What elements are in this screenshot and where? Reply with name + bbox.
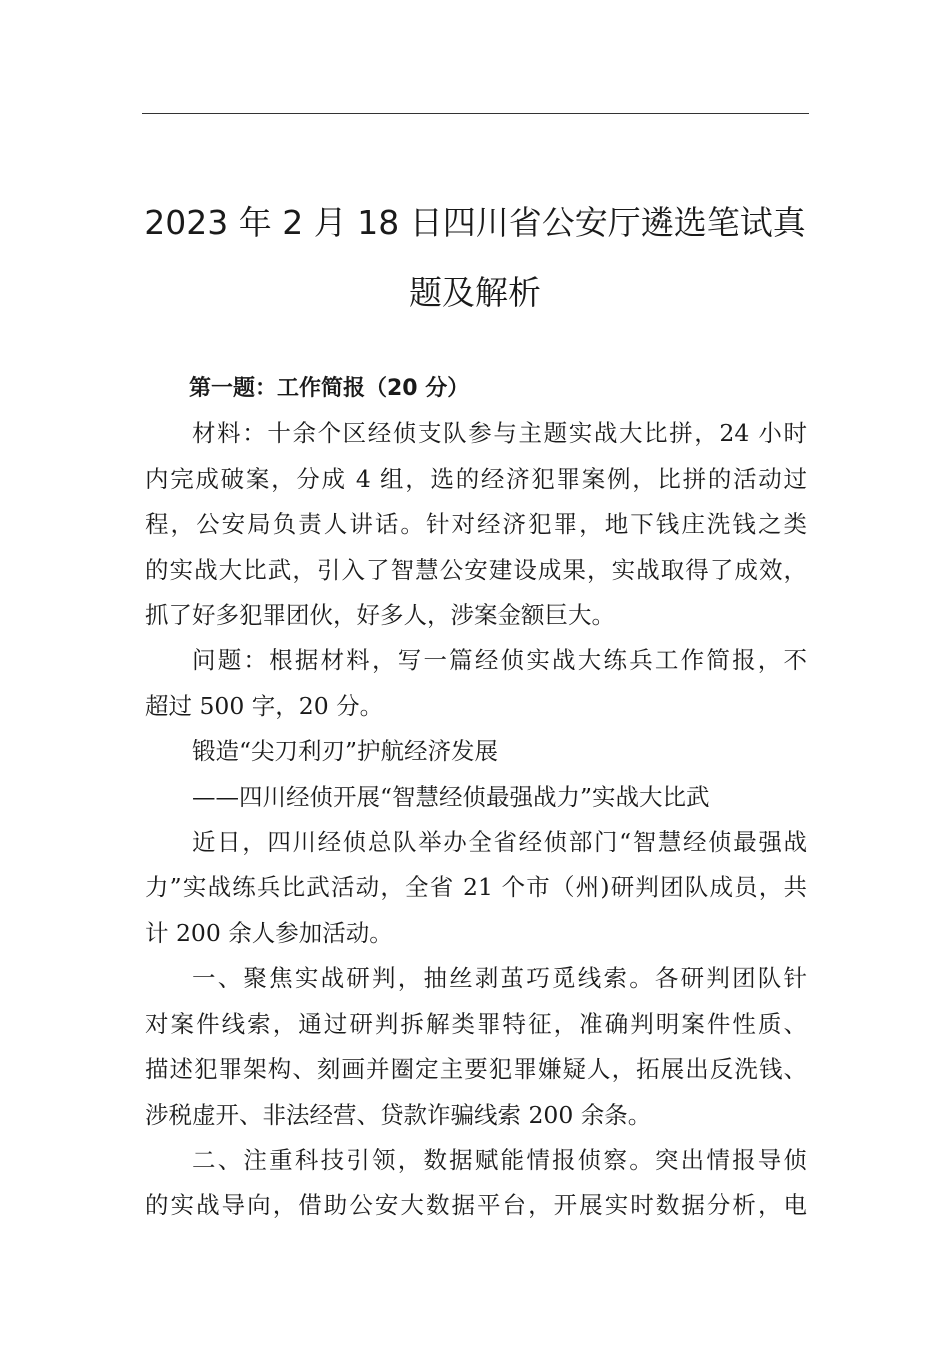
text-line: 材料：十余个区经侦支队参与主题实战大比拼，24 小时 [192, 419, 807, 448]
text-line: 问题：根据材料，写一篇经侦实战大练兵工作简报，不 [192, 646, 807, 675]
answer-title: 锻造“尖刀利刃”护航经济发展 [192, 737, 499, 766]
point-one-paragraph [145, 956, 807, 1138]
title-line: 2023 年 2 月 18 日四川省公安厅遴选笔试真 [144, 203, 806, 242]
text-line: 的实战大比武，引入了智慧公安建设成果，实战取得了成效， [145, 555, 807, 584]
question-paragraph [145, 638, 807, 729]
header-rule [142, 113, 809, 114]
text-line: 对案件线索，通过研判拆解类罪特征，准确判明案件性质、 [145, 1009, 807, 1038]
text-line: 的实战导向，借助公安大数据平台，开展实时数据分析，电 [145, 1191, 807, 1220]
text-line: 涉税虚开、非法经营、贷款诈骗线索 200 余条。 [145, 1100, 652, 1129]
document-title [140, 188, 810, 328]
text-line: 超过 500 字，20 分。 [145, 691, 384, 720]
text-line: 程，公安局负责人讲话。针对经济犯罪，地下钱庄洗钱之类 [145, 510, 807, 539]
answer-subtitle: ——四川经侦开展“智慧经侦最强战力”实战大比武 [192, 782, 710, 811]
text-line: 内完成破案，分成 4 组，选的经济犯罪案例，比拼的活动过 [145, 464, 807, 493]
question-heading: 第一题：工作简报（20 分） [189, 376, 470, 401]
text-line: 一、聚焦实战研判，抽丝剥茧巧觅线索。各研判团队针 [192, 964, 807, 993]
document-body [145, 366, 807, 1229]
intro-paragraph [145, 820, 807, 956]
material-paragraph [145, 411, 807, 638]
text-line: 二、注重科技引领，数据赋能情报侦察。突出情报导侦 [192, 1145, 807, 1174]
title-line: 题及解析 [409, 273, 541, 312]
text-line: 近日，四川经侦总队举办全省经侦部门“智慧经侦最强战 [192, 828, 807, 857]
text-line: 抓了好多犯罪团伙，好多人，涉案金额巨大。 [145, 601, 615, 630]
text-line: 描述犯罪架构、刻画并圈定主要犯罪嫌疑人，拓展出反洗钱、 [145, 1055, 807, 1084]
point-two-paragraph [145, 1138, 807, 1229]
text-line: 力”实战练兵比武活动，全省 21 个市（州)研判团队成员，共 [145, 873, 807, 902]
text-line: 计 200 余人参加活动。 [145, 918, 393, 947]
